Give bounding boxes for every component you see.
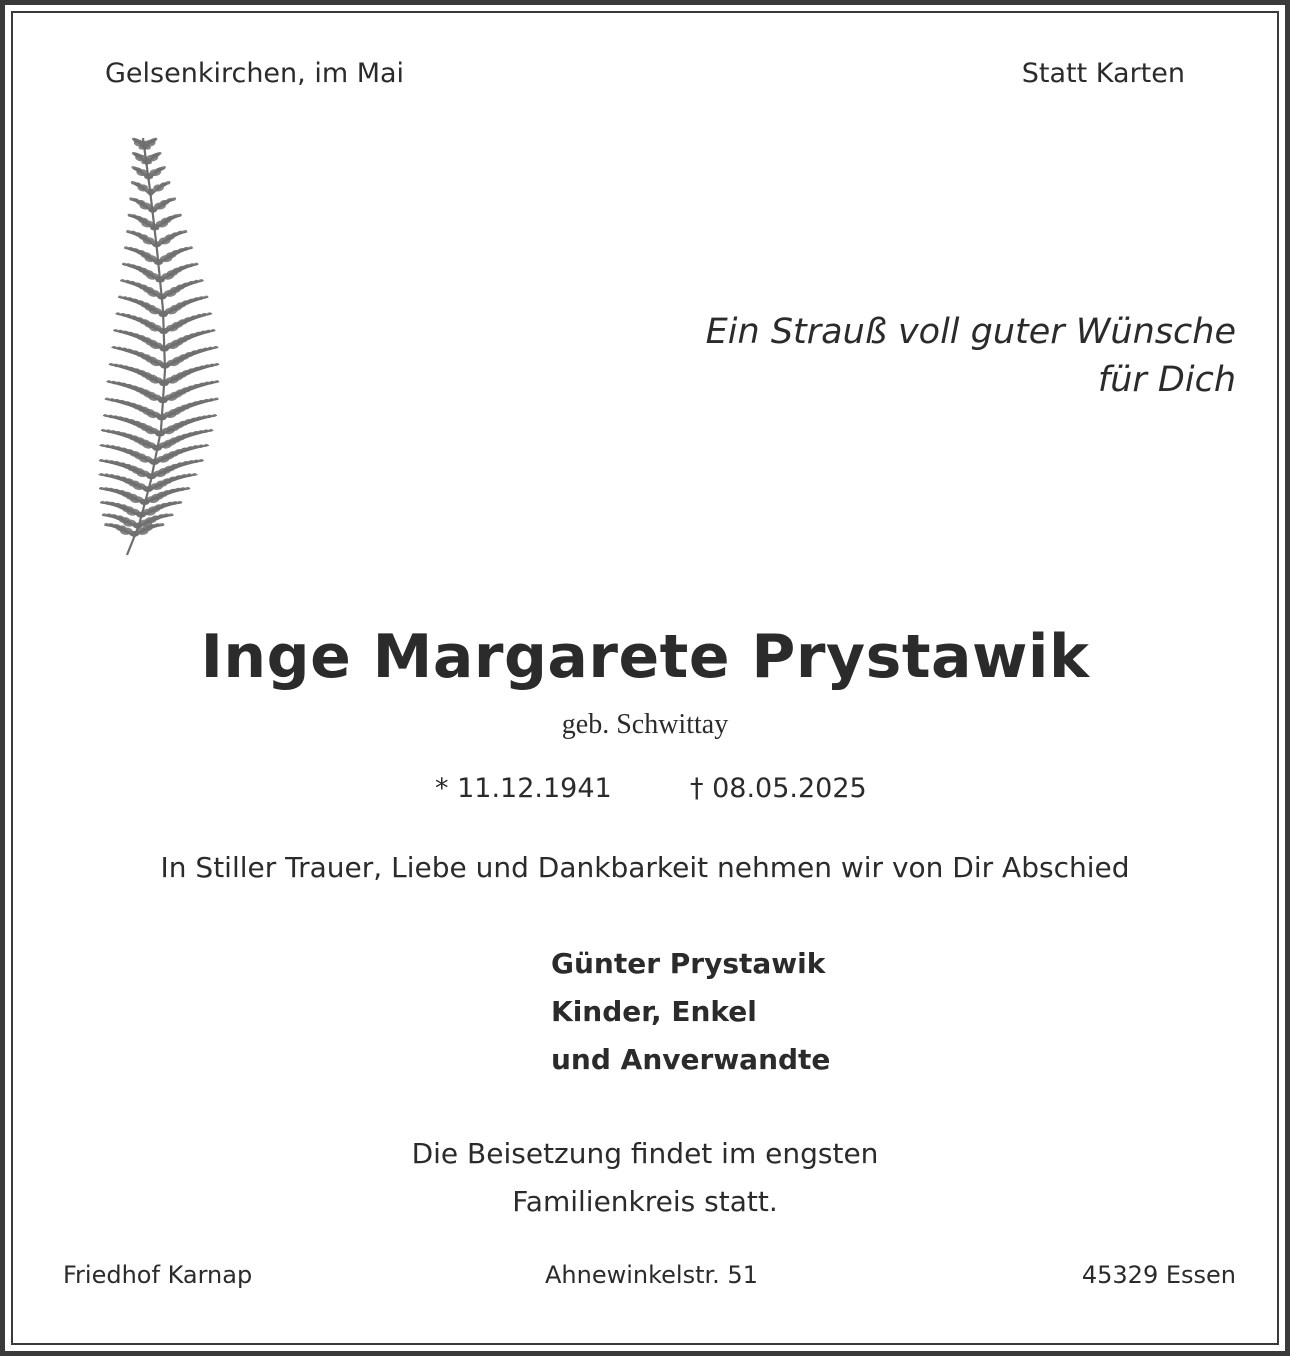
fern-frond [153,246,193,266]
birth-name: geb. Schwittay [561,709,729,740]
death-date: † 08.05.2025 [690,773,867,804]
farewell-statement: In Stiller Trauer, Liebe und Dankbarkeit nehmen wir von Dir Abschied [160,851,1130,884]
cemetery-street: Ahnewinkelstr. 51 [545,1261,758,1289]
birth-date: * 11.12.1941 [435,773,612,804]
place-date: Gelsenkirchen, im Mai [105,58,405,89]
deceased-name: Inge Margarete Prystawik [200,622,1090,692]
quote-line-1: Ein Strauß voll guter Wünsche [705,312,1236,352]
quote-line-2: für Dich [1097,360,1236,400]
cemetery-name: Friedhof Karnap [63,1261,253,1289]
mourner-line: Kinder, Enkel [551,995,757,1028]
burial-notice [0,1130,1290,1226]
quote [706,308,1236,404]
cemetery-city: 45329 Essen [1081,1261,1236,1289]
fern-frond [152,229,188,248]
statt-karten-notice: Statt Karten [1021,58,1185,89]
burial-line-2: Familienkreis statt. [512,1185,778,1218]
mourner-line: Günter Prystawik [551,947,826,980]
mourner-line: und Anverwandte [551,1043,831,1076]
fern-frond [155,262,199,283]
mourners-list [551,940,830,1084]
burial-line-1: Die Beisetzung findet im engsten [411,1137,879,1170]
fern-icon [65,130,245,560]
